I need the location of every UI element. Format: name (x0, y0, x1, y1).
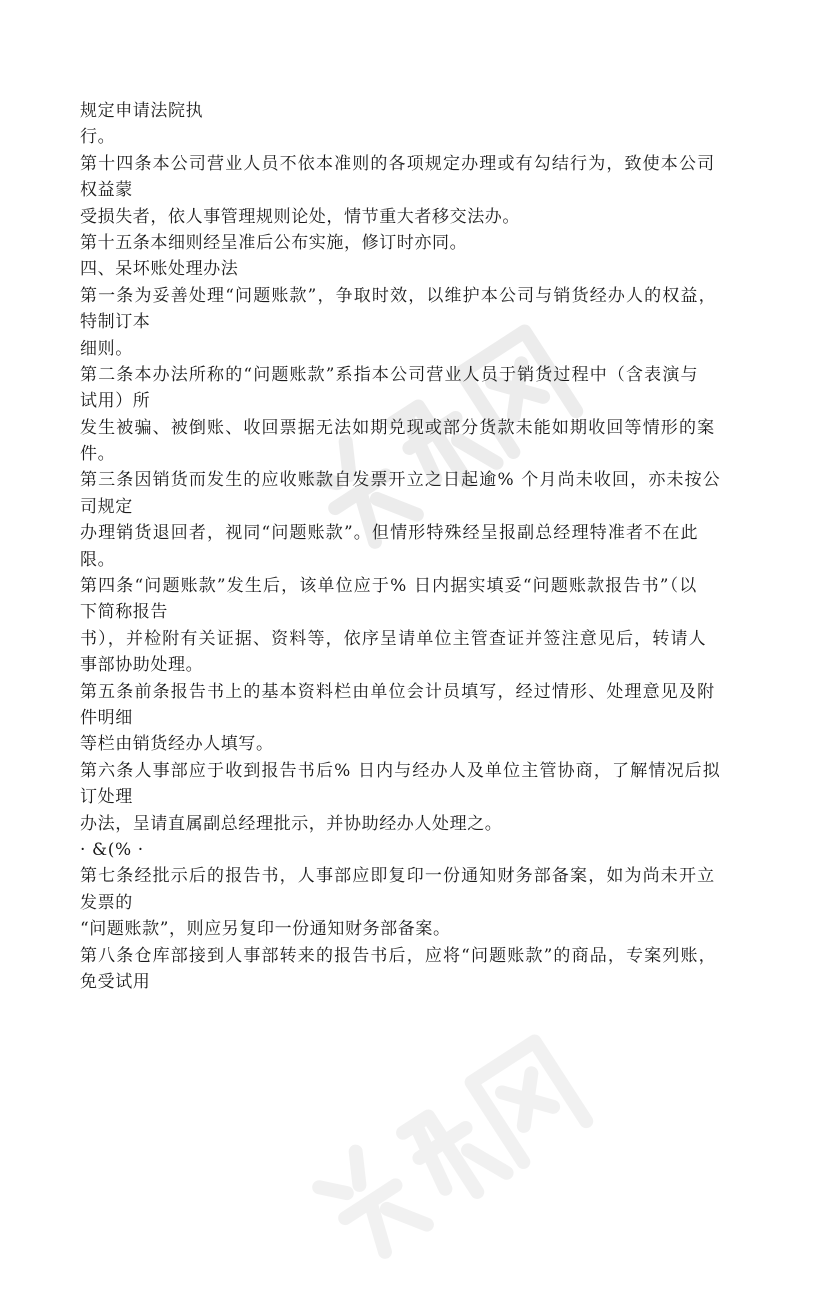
text-line: 行。 (80, 127, 116, 148)
text-line: 细则。 (80, 338, 133, 359)
text-line: 办理销货退回者，视同“问题账款”。但情形特殊经呈报副总经理特准者不在此 (80, 523, 699, 544)
text-line: 件明细 (80, 707, 133, 728)
text-line: 特制订本 (80, 312, 151, 333)
text-line: 受损失者，依人事管理规则论处，情节重大者移交法办。 (80, 206, 520, 227)
text-line: 第一条为妥善处理“问题账款”，争取时效，以维护本公司与销货经办人的权益， (80, 285, 717, 306)
text-line: 第二条本办法所称的“问题账款”系指本公司营业人员于销货过程中（含表演与 (80, 364, 699, 385)
text-line: 事部协助处理。 (80, 655, 204, 676)
text-line: 规定申请法院执 (80, 101, 204, 121)
text-line: 发票的 (80, 892, 133, 913)
text-line: 试用）所 (80, 391, 151, 412)
text-line: 书），并检附有关证据、资料等，依序呈请单位主管查证并签注意见后，转请人 (80, 628, 707, 649)
text-line: 等栏由销货经办人填写。 (80, 734, 274, 755)
text-line: 限。 (80, 549, 116, 570)
text-line: 第十四条本公司营业人员不依本准则的各项规定办理或有勾结行为，致使本公司 (80, 153, 716, 174)
text-line: 权益蒙 (80, 180, 133, 201)
text-line: 司规定 (80, 496, 133, 517)
watermark-logo-bottom (281, 1001, 620, 1299)
text-line: 发生被骗、被倒账、收回票据无法如期兑现或部分货款未能如期收回等情形的案 (80, 417, 716, 438)
document-body (80, 98, 760, 995)
text-line: 第五条前条报告书上的基本资料栏由单位会计员填写，经过情形、处理意见及附 (80, 681, 716, 702)
text-line: 件。 (80, 444, 116, 465)
text-line: 第三条因销货而发生的应收账款自发票开立之日起逾% 个月尚未收回，亦未按公 (80, 470, 721, 491)
text-line: 第七条经批示后的报告书，人事部应即复印一份通知财务部备案，如为尚未开立 (80, 866, 716, 887)
section-heading: 四、呆坏账处理办法 (80, 259, 239, 280)
text-line: 下简称报告 (80, 602, 168, 623)
text-line: 第八条仓库部接到人事部转来的报告书后，应将“问题账款”的商品，专案列账， (80, 945, 717, 966)
text-line: 订处理 (80, 787, 133, 808)
text-line: 第十五条本细则经呈准后公布实施，修订时亦同。 (80, 232, 468, 253)
page-number-marker: · &(% · (80, 839, 144, 860)
text-line: 第四条“问题账款”发生后，该单位应于% 日内据实填妥“问题账款报告书”（以 (80, 576, 698, 597)
text-line: “问题账款”，则应另复印一份通知财务部备案。 (80, 919, 451, 940)
text-line: 第六条人事部应于收到报告书后% 日内与经办人及单位主管协商，了解情况后拟 (80, 760, 721, 781)
text-line: 免受试用 (80, 971, 151, 992)
text-line: 办法，呈请直属副总经理批示，并协助经办人处理之。 (80, 813, 503, 834)
